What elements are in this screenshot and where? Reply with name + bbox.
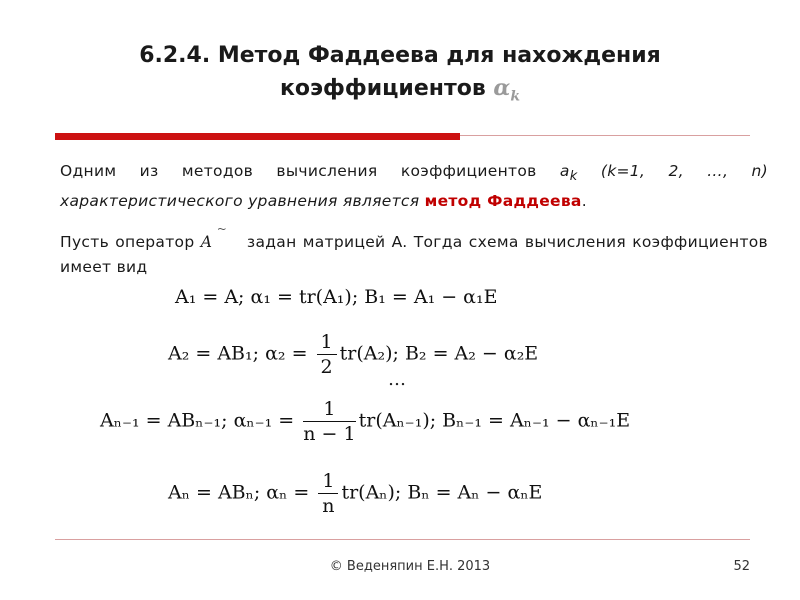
- formula-step-1: A₁ = A; α₁ = tr(A₁); B₁ = A₁ − α₁E: [175, 286, 498, 308]
- f3-right: tr(Aₙ₋₁); Bₙ₋₁ = Aₙ₋₁ − αₙ₋₁E: [358, 409, 631, 432]
- f2-denominator: 2: [320, 356, 333, 378]
- title-symbol-letter: α: [493, 75, 511, 101]
- operator-letter: A: [200, 233, 213, 251]
- f4-fraction: [318, 469, 338, 518]
- formula-step-n: [168, 469, 542, 518]
- bottom-divider: [55, 539, 750, 540]
- f4-denominator: n: [322, 495, 335, 517]
- p1-text-2: (k=1, 2, …, n) характеристического уравнения является: [60, 162, 769, 211]
- top-accent-bar: [55, 133, 460, 140]
- title-line-2: [0, 72, 800, 112]
- slide-title: [0, 40, 800, 112]
- f2-left: A₂ = AB₁; α₂ =: [168, 342, 314, 365]
- f2-right: tr(A₂); B₂ = A₂ − α₂E: [339, 342, 539, 365]
- formula-step-2: [168, 330, 538, 379]
- operator-symbol: [200, 222, 241, 255]
- title-line-1: 6.2.4. Метод Фаддеева для нахождения: [139, 43, 661, 68]
- p1-ak-sub: k: [569, 169, 578, 185]
- f2-fraction: [317, 330, 337, 379]
- f4-left: Aₙ = ABₙ; αₙ =: [168, 481, 316, 504]
- f3-left: Aₙ₋₁ = ABₙ₋₁; αₙ₋₁ =: [100, 409, 301, 432]
- title-symbol: [493, 75, 521, 105]
- p1-text-3: .: [581, 192, 587, 211]
- f2-numerator: 1: [317, 330, 337, 355]
- p1-text-1: Одним из методов вычисления коэффициентов: [60, 162, 560, 180]
- f3-fraction: [303, 397, 355, 446]
- highlight-method-name: метод Фаддеева: [424, 192, 582, 211]
- f3-numerator: 1: [303, 397, 355, 422]
- formula-step-n-minus-1: [100, 397, 630, 446]
- operator-tilde: ~: [216, 222, 228, 236]
- p2-text-2: задан матрицей A. Тогда схема вычисления коэффициентов имеет вид: [60, 233, 768, 276]
- paragraph-1: [60, 159, 768, 214]
- paragraph-2: [60, 222, 768, 280]
- p2-text-1: Пусть оператор: [60, 233, 201, 251]
- ellipsis: …: [388, 369, 406, 390]
- page-number: 52: [733, 559, 750, 574]
- p1-ak-letter: a: [559, 162, 570, 180]
- footer-copyright: © Веденяпин Е.Н. 2013: [329, 559, 491, 574]
- title-symbol-sub: k: [510, 88, 521, 105]
- f4-right: tr(Aₙ); Bₙ = Aₙ − αₙE: [341, 481, 543, 504]
- f3-denominator: n − 1: [303, 423, 356, 445]
- p1-ak: [559, 162, 578, 185]
- f4-numerator: 1: [318, 469, 338, 494]
- title-line-2-text: коэффициентов: [279, 76, 494, 101]
